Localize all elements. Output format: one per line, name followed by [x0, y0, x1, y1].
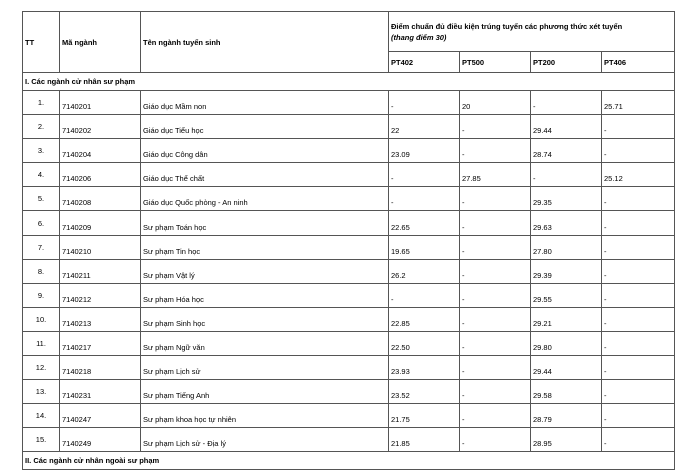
row-pt406-cell: - — [602, 259, 675, 283]
row-tt-cell: 10. — [23, 307, 60, 331]
row-ten-cell: Giáo dục Tiểu học — [141, 115, 389, 139]
row-tt-cell: 13. — [23, 380, 60, 404]
row-pt500-cell: - — [460, 307, 531, 331]
row-pt402-cell: 23.52 — [389, 380, 460, 404]
row-pt406-cell: 25.71 — [602, 91, 675, 115]
table-row — [23, 115, 675, 139]
table-row — [23, 380, 675, 404]
row-pt200-cell: 29.39 — [531, 259, 602, 283]
row-pt500-cell: - — [460, 356, 531, 380]
section-label: I. Các ngành cử nhân sư phạm — [23, 73, 675, 91]
row-pt200-cell: - — [531, 163, 602, 187]
row-ma-cell: 7140204 — [60, 139, 141, 163]
row-ten-cell: Sư phạm Toán học — [141, 211, 389, 235]
header-diem-chuan-title: Điểm chuẩn đủ điều kiện trúng tuyển các phương thức xét tuyển — [391, 21, 623, 31]
row-pt406-cell: - — [602, 139, 675, 163]
row-pt402-cell: 23.09 — [389, 139, 460, 163]
header-diem-chuan — [389, 12, 675, 52]
row-ten-cell: Sư phạm Ngữ văn — [141, 331, 389, 355]
row-ten-cell: Giáo dục Quốc phòng - An ninh — [141, 187, 389, 211]
row-pt406-cell: - — [602, 307, 675, 331]
row-pt200-cell: 28.95 — [531, 428, 602, 452]
header-method-pt500: PT500 — [460, 52, 531, 73]
table-row — [23, 356, 675, 380]
row-ma-cell: 7140247 — [60, 404, 141, 428]
row-pt402-cell: 26.2 — [389, 259, 460, 283]
row-ma-cell: 7140202 — [60, 115, 141, 139]
row-ten-cell: Sư phạm Lịch sử — [141, 356, 389, 380]
row-pt406-cell: - — [602, 380, 675, 404]
admission-score-table — [22, 11, 675, 470]
row-pt200-cell: 29.80 — [531, 331, 602, 355]
row-pt406-cell: 25.12 — [602, 163, 675, 187]
row-pt500-cell: - — [460, 283, 531, 307]
row-ma-cell: 7140209 — [60, 211, 141, 235]
row-ten-cell: Sư phạm khoa học tự nhiên — [141, 404, 389, 428]
table-row — [23, 259, 675, 283]
row-pt500-cell: - — [460, 331, 531, 355]
row-pt500-cell: - — [460, 259, 531, 283]
header-tt: TT — [23, 12, 60, 73]
row-tt-cell: 5. — [23, 187, 60, 211]
row-ma-cell: 7140212 — [60, 283, 141, 307]
table-row — [23, 283, 675, 307]
row-pt500-cell: - — [460, 235, 531, 259]
row-pt406-cell: - — [602, 428, 675, 452]
row-pt500-cell: 20 — [460, 91, 531, 115]
row-pt402-cell: 21.85 — [389, 428, 460, 452]
row-ten-cell: Giáo dục Thể chất — [141, 163, 389, 187]
row-pt500-cell: 27.85 — [460, 163, 531, 187]
row-pt200-cell: 28.74 — [531, 139, 602, 163]
row-tt-cell: 3. — [23, 139, 60, 163]
row-ten-cell: Giáo dục Công dân — [141, 139, 389, 163]
row-pt402-cell: - — [389, 187, 460, 211]
row-ma-cell: 7140208 — [60, 187, 141, 211]
row-tt-cell: 9. — [23, 283, 60, 307]
table-row — [23, 139, 675, 163]
row-pt406-cell: - — [602, 187, 675, 211]
row-tt-cell: 4. — [23, 163, 60, 187]
table-row — [23, 428, 675, 452]
row-pt402-cell: 22.85 — [389, 307, 460, 331]
table-row — [23, 307, 675, 331]
table-row — [23, 331, 675, 355]
row-pt200-cell: 29.55 — [531, 283, 602, 307]
row-ten-cell: Sư phạm Vật lý — [141, 259, 389, 283]
row-pt200-cell: 29.58 — [531, 380, 602, 404]
row-pt402-cell: - — [389, 163, 460, 187]
table-row — [23, 211, 675, 235]
row-pt402-cell: 21.75 — [389, 404, 460, 428]
row-pt402-cell: - — [389, 283, 460, 307]
row-pt402-cell: 22.50 — [389, 331, 460, 355]
row-ma-cell: 7140211 — [60, 259, 141, 283]
header-ma-nganh: Mã ngành — [60, 12, 141, 73]
admission-table-container — [22, 11, 675, 470]
row-ma-cell: 7140206 — [60, 163, 141, 187]
row-pt500-cell: - — [460, 139, 531, 163]
header-thang-diem: (thang điểm 30) — [391, 32, 447, 42]
table-row — [23, 404, 675, 428]
header-method-pt402: PT402 — [389, 52, 460, 73]
row-ma-cell: 7140217 — [60, 331, 141, 355]
row-pt406-cell: - — [602, 331, 675, 355]
row-tt-cell: 14. — [23, 404, 60, 428]
row-tt-cell: 8. — [23, 259, 60, 283]
row-ten-cell: Sư phạm Hóa học — [141, 283, 389, 307]
table-row — [23, 91, 675, 115]
header-method-pt406: PT406 — [602, 52, 675, 73]
row-ten-cell: Sư phạm Tiếng Anh — [141, 380, 389, 404]
row-pt500-cell: - — [460, 115, 531, 139]
row-pt406-cell: - — [602, 283, 675, 307]
header-row — [23, 12, 675, 52]
row-pt200-cell: - — [531, 91, 602, 115]
row-ma-cell: 7140218 — [60, 356, 141, 380]
row-pt500-cell: - — [460, 211, 531, 235]
row-pt200-cell: 29.35 — [531, 187, 602, 211]
row-pt200-cell: 29.44 — [531, 356, 602, 380]
row-tt-cell: 7. — [23, 235, 60, 259]
row-tt-cell: 11. — [23, 331, 60, 355]
row-pt500-cell: - — [460, 187, 531, 211]
row-pt402-cell: 23.93 — [389, 356, 460, 380]
row-ma-cell: 7140249 — [60, 428, 141, 452]
table-row — [23, 187, 675, 211]
row-tt-cell: 15. — [23, 428, 60, 452]
row-ma-cell: 7140231 — [60, 380, 141, 404]
header-ten-nganh: Tên ngành tuyển sinh — [141, 12, 389, 73]
row-ten-cell: Sư phạm Tin học — [141, 235, 389, 259]
row-pt500-cell: - — [460, 404, 531, 428]
row-ma-cell: 7140210 — [60, 235, 141, 259]
row-ma-cell: 7140201 — [60, 91, 141, 115]
row-pt406-cell: - — [602, 356, 675, 380]
row-pt406-cell: - — [602, 115, 675, 139]
row-pt500-cell: - — [460, 428, 531, 452]
row-pt402-cell: 19.65 — [389, 235, 460, 259]
row-tt-cell: 1. — [23, 91, 60, 115]
header-method-pt200: PT200 — [531, 52, 602, 73]
row-pt200-cell: 29.63 — [531, 211, 602, 235]
row-pt200-cell: 28.79 — [531, 404, 602, 428]
row-ten-cell: Giáo dục Mầm non — [141, 91, 389, 115]
row-pt406-cell: - — [602, 235, 675, 259]
table-row — [23, 235, 675, 259]
row-pt402-cell: 22 — [389, 115, 460, 139]
row-ten-cell: Sư phạm Lịch sử - Địa lý — [141, 428, 389, 452]
row-pt406-cell: - — [602, 404, 675, 428]
table-row — [23, 163, 675, 187]
row-ma-cell: 7140213 — [60, 307, 141, 331]
row-ten-cell: Sư phạm Sinh học — [141, 307, 389, 331]
row-tt-cell: 12. — [23, 356, 60, 380]
row-pt402-cell: 22.65 — [389, 211, 460, 235]
row-pt500-cell: - — [460, 380, 531, 404]
row-tt-cell: 6. — [23, 211, 60, 235]
row-tt-cell: 2. — [23, 115, 60, 139]
row-pt200-cell: 29.44 — [531, 115, 602, 139]
section-row — [23, 452, 675, 470]
row-pt402-cell: - — [389, 91, 460, 115]
row-pt406-cell: - — [602, 211, 675, 235]
section-label: II. Các ngành cử nhân ngoài sư phạm — [23, 452, 675, 470]
row-pt200-cell: 29.21 — [531, 307, 602, 331]
row-pt200-cell: 27.80 — [531, 235, 602, 259]
section-row — [23, 73, 675, 91]
